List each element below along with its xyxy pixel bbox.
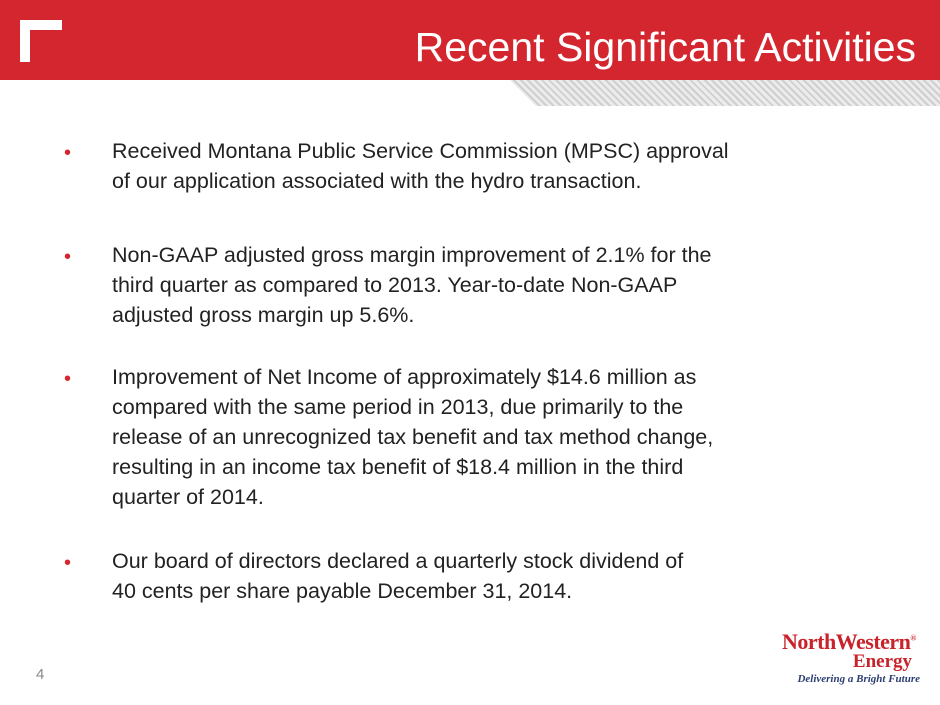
bullet-marker: • <box>64 368 72 390</box>
bullet-line: Non-GAAP adjusted gross margin improvement of 2.1% for the <box>112 243 712 267</box>
bullet-line: third quarter as compared to 2013. Year-to-date Non-GAAP <box>112 273 678 297</box>
bullet-text <box>112 362 872 512</box>
bullet-line: quarter of 2014. <box>112 485 264 509</box>
page-number: 4 <box>36 666 45 683</box>
bullet-line: compared with the same period in 2013, due primarily to the <box>112 395 684 419</box>
bullet-text <box>112 240 872 330</box>
bullet-text <box>112 136 872 196</box>
bullet-marker: • <box>64 246 72 268</box>
bullet-line: adjusted gross margin up 5.6%. <box>112 303 415 327</box>
bullet-text <box>112 546 872 606</box>
bullet-line: resulting in an income tax benefit of $18.4 million in the third <box>112 455 684 479</box>
logo-name: NorthWestern <box>782 629 911 654</box>
bullet-line: of our application associated with the hydro transaction. <box>112 169 642 193</box>
bullet-line: Our board of directors declared a quarterly stock dividend of <box>112 549 684 573</box>
slide-title: Recent Significant Activities <box>414 24 916 70</box>
logo-name-line2: Energy <box>852 651 912 672</box>
company-logo <box>778 625 928 689</box>
logo-trademark: ® <box>910 633 916 643</box>
logo-tagline: Delivering a Bright Future <box>797 673 920 685</box>
bullet-marker: • <box>64 142 72 164</box>
bullet-line: 40 cents per share payable December 31, 2014. <box>112 579 573 603</box>
bullet-line: Improvement of Net Income of approximately $14.6 million as <box>112 365 697 389</box>
bullet-line: Received Montana Public Service Commission (MPSC) approval <box>112 139 729 163</box>
bullet-marker: • <box>64 552 72 574</box>
bullet-line: release of an unrecognized tax benefit and tax method change, <box>112 425 714 449</box>
